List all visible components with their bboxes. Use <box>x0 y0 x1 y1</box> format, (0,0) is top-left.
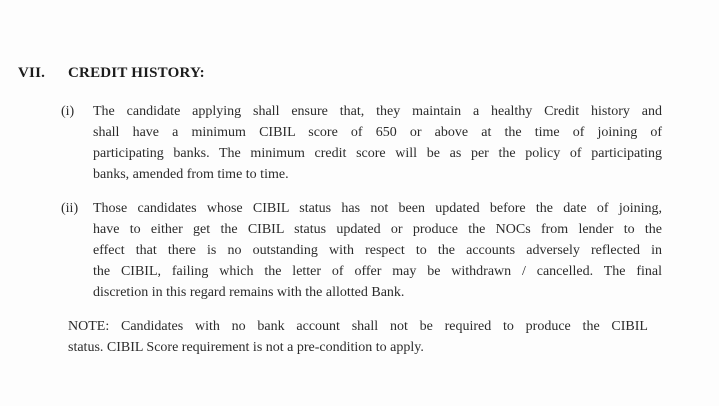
list-marker-i: (i) <box>61 104 75 119</box>
section-heading <box>18 63 205 84</box>
paragraph-line: banks, amended from time to time. <box>93 167 289 182</box>
paragraph-line: Those candidates whose CIBIL status has not been updated before the date of joining, <box>93 201 662 216</box>
paragraph-line: the CIBIL, failing which the letter of offer may be withdrawn / cancelled. The final <box>93 264 662 279</box>
paragraph-line: participating banks. The minimum credit score will be as per the policy of participating <box>93 146 662 161</box>
paragraph-line: discretion in this regard remains with the allotted Bank. <box>93 285 405 300</box>
note-paragraph <box>68 316 648 358</box>
paragraph-line: effect that there is no outstanding with respect to the accounts adversely reflected in <box>93 243 662 258</box>
list-item-ii <box>61 198 662 303</box>
list-item-i <box>61 101 662 185</box>
note-line: status. CIBIL Score requirement is not a pre-condition to apply. <box>68 340 424 355</box>
section-number: VII. <box>18 65 46 81</box>
note-line: NOTE: Candidates with no bank account shall not be required to produce the CIBIL <box>68 319 648 334</box>
list-marker-ii: (ii) <box>61 201 79 216</box>
paragraph-line: have to either get the CIBIL status updated or produce the NOCs from lender to the <box>93 222 662 237</box>
paragraph-ii <box>93 198 662 303</box>
paragraph-line: The candidate applying shall ensure that, they maintain a healthy Credit history and <box>93 104 662 119</box>
paragraph-i <box>93 101 662 185</box>
paragraph-line: shall have a minimum CIBIL score of 650 or above at the time of joining of <box>93 125 662 140</box>
section-title: CREDIT HISTORY: <box>68 65 205 81</box>
